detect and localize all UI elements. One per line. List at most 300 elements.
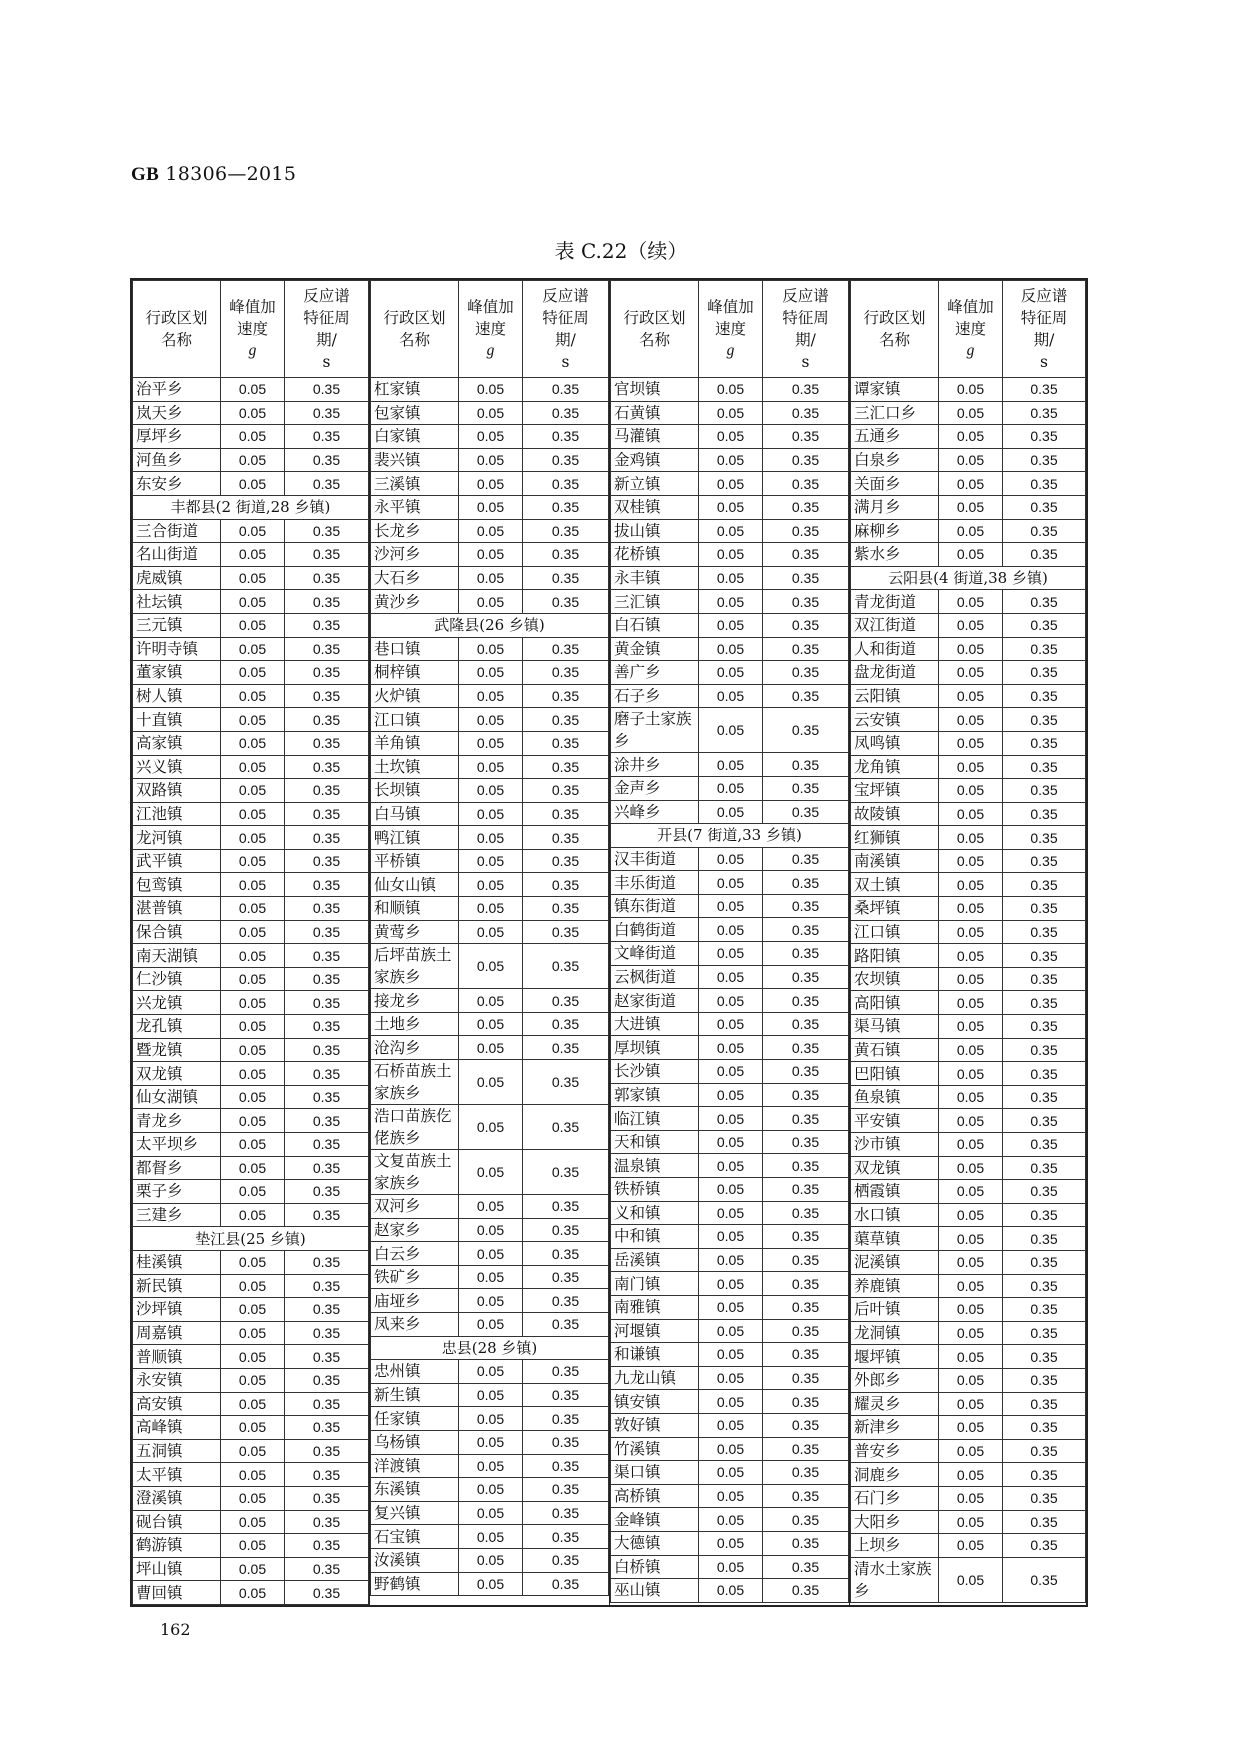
division-name: 野鹤镇 bbox=[371, 1572, 459, 1596]
pga-value: 0.05 bbox=[221, 897, 285, 921]
division-name: 白云乡 bbox=[371, 1242, 459, 1266]
period-value: 0.35 bbox=[523, 1501, 609, 1525]
period-value: 0.35 bbox=[285, 1156, 369, 1180]
period-value: 0.35 bbox=[763, 942, 849, 966]
table-row bbox=[133, 1298, 369, 1322]
pga-value: 0.05 bbox=[939, 590, 1003, 614]
pga-value: 0.05 bbox=[699, 472, 763, 496]
table-row bbox=[851, 472, 1086, 496]
table-row bbox=[851, 944, 1086, 968]
table-block-1 bbox=[130, 280, 370, 1605]
table-row bbox=[611, 753, 849, 777]
division-name: 周嘉镇 bbox=[133, 1321, 221, 1345]
period-value: 0.35 bbox=[1003, 613, 1086, 637]
pga-value: 0.05 bbox=[699, 543, 763, 567]
division-name: 湛普镇 bbox=[133, 897, 221, 921]
period-value: 0.35 bbox=[523, 1105, 609, 1150]
table-row bbox=[611, 1484, 849, 1508]
division-name: 保合镇 bbox=[133, 920, 221, 944]
header-name: 行政区划名称 bbox=[851, 281, 939, 378]
pga-value: 0.05 bbox=[939, 1038, 1003, 1062]
pga-value: 0.05 bbox=[221, 1156, 285, 1180]
period-value: 0.35 bbox=[523, 944, 609, 989]
pga-value: 0.05 bbox=[459, 1572, 523, 1596]
table-row bbox=[133, 849, 369, 873]
period-value: 0.35 bbox=[285, 1180, 369, 1204]
division-name: 满月乡 bbox=[851, 495, 939, 519]
pga-value: 0.05 bbox=[699, 753, 763, 777]
division-name: 后坪苗族土家族乡 bbox=[371, 944, 459, 989]
division-name: 高桥镇 bbox=[611, 1484, 699, 1508]
division-name: 丰乐街道 bbox=[611, 871, 699, 895]
period-value: 0.35 bbox=[523, 378, 609, 402]
table-row bbox=[371, 472, 609, 496]
pga-value: 0.05 bbox=[221, 849, 285, 873]
pga-value: 0.05 bbox=[939, 1180, 1003, 1204]
division-name: 农坝镇 bbox=[851, 967, 939, 991]
period-value: 0.35 bbox=[285, 1416, 369, 1440]
table-row bbox=[851, 1203, 1086, 1227]
division-name: 洞鹿乡 bbox=[851, 1463, 939, 1487]
pga-value: 0.05 bbox=[459, 543, 523, 567]
county-group-label: 忠县(28 乡镇) bbox=[371, 1336, 609, 1360]
pga-value: 0.05 bbox=[699, 1130, 763, 1154]
division-name: 岳溪镇 bbox=[611, 1248, 699, 1272]
table-row bbox=[371, 944, 609, 989]
pga-value: 0.05 bbox=[939, 1062, 1003, 1086]
period-value: 0.35 bbox=[285, 802, 369, 826]
table-row bbox=[133, 425, 369, 449]
division-name: 杠家镇 bbox=[371, 378, 459, 402]
division-name: 双河乡 bbox=[371, 1195, 459, 1219]
pga-value: 0.05 bbox=[221, 425, 285, 449]
division-name: 上坝乡 bbox=[851, 1534, 939, 1558]
division-name: 沙坪镇 bbox=[133, 1298, 221, 1322]
period-value: 0.35 bbox=[523, 1218, 609, 1242]
pga-value: 0.05 bbox=[939, 967, 1003, 991]
period-value: 0.35 bbox=[523, 802, 609, 826]
division-name: 三合街道 bbox=[133, 519, 221, 543]
table-row bbox=[611, 942, 849, 966]
pga-value: 0.05 bbox=[939, 873, 1003, 897]
period-value: 0.35 bbox=[285, 1439, 369, 1463]
period-value: 0.35 bbox=[523, 1265, 609, 1289]
period-value: 0.35 bbox=[1003, 1250, 1086, 1274]
pga-value: 0.05 bbox=[699, 1272, 763, 1296]
table-row bbox=[851, 613, 1086, 637]
header-period: 反应谱特征周期/ s bbox=[1003, 281, 1086, 378]
period-value: 0.35 bbox=[763, 1083, 849, 1107]
table-row bbox=[611, 378, 849, 402]
period-value: 0.35 bbox=[1003, 897, 1086, 921]
period-value: 0.35 bbox=[763, 1060, 849, 1084]
division-name: 暨龙镇 bbox=[133, 1038, 221, 1062]
division-name: 曹回镇 bbox=[133, 1581, 221, 1605]
table-row bbox=[133, 1416, 369, 1440]
division-name: 岚天乡 bbox=[133, 401, 221, 425]
division-name: 黄石镇 bbox=[851, 1038, 939, 1062]
division-name: 五通乡 bbox=[851, 425, 939, 449]
pga-value: 0.05 bbox=[221, 613, 285, 637]
table-row bbox=[371, 1036, 609, 1060]
period-value: 0.35 bbox=[763, 1343, 849, 1367]
table-row bbox=[851, 1274, 1086, 1298]
division-name: 黄金镇 bbox=[611, 637, 699, 661]
period-value: 0.35 bbox=[1003, 1062, 1086, 1086]
division-name: 厚坪乡 bbox=[133, 425, 221, 449]
period-value: 0.35 bbox=[523, 684, 609, 708]
table-row bbox=[133, 543, 369, 567]
header-name: 行政区划名称 bbox=[133, 281, 221, 378]
table-row bbox=[851, 1368, 1086, 1392]
period-value: 0.35 bbox=[285, 1581, 369, 1605]
table-row bbox=[851, 1250, 1086, 1274]
table-row bbox=[371, 802, 609, 826]
division-name: 郭家镇 bbox=[611, 1083, 699, 1107]
pga-value: 0.05 bbox=[459, 873, 523, 897]
division-name: 青龙街道 bbox=[851, 590, 939, 614]
table-row bbox=[851, 590, 1086, 614]
table-row bbox=[133, 401, 369, 425]
period-value: 0.35 bbox=[285, 661, 369, 685]
pga-value: 0.05 bbox=[939, 779, 1003, 803]
table-row bbox=[611, 1083, 849, 1107]
period-value: 0.35 bbox=[523, 590, 609, 614]
table-row bbox=[371, 566, 609, 590]
pga-value: 0.05 bbox=[459, 826, 523, 850]
header-pga: 峰值加速度 g bbox=[221, 281, 285, 378]
period-value: 0.35 bbox=[1003, 1321, 1086, 1345]
period-value: 0.35 bbox=[285, 708, 369, 732]
division-name: 栖霞镇 bbox=[851, 1180, 939, 1204]
period-value: 0.35 bbox=[1003, 1156, 1086, 1180]
division-name: 洋渡镇 bbox=[371, 1454, 459, 1478]
pga-value: 0.05 bbox=[221, 1345, 285, 1369]
division-name: 关面乡 bbox=[851, 472, 939, 496]
pga-value: 0.05 bbox=[459, 495, 523, 519]
division-name: 乌杨镇 bbox=[371, 1430, 459, 1454]
division-name: 高阳镇 bbox=[851, 991, 939, 1015]
pga-value: 0.05 bbox=[221, 661, 285, 685]
data-table bbox=[130, 278, 1088, 1607]
period-value: 0.35 bbox=[1003, 1274, 1086, 1298]
division-name: 镇安镇 bbox=[611, 1390, 699, 1414]
table-row bbox=[133, 1581, 369, 1605]
division-name: 十直镇 bbox=[133, 708, 221, 732]
division-name: 人和街道 bbox=[851, 637, 939, 661]
pga-value: 0.05 bbox=[459, 1360, 523, 1384]
division-name: 羊角镇 bbox=[371, 731, 459, 755]
table-row bbox=[851, 543, 1086, 567]
table-row bbox=[851, 1062, 1086, 1086]
division-name: 厚坝镇 bbox=[611, 1036, 699, 1060]
period-value: 0.35 bbox=[763, 637, 849, 661]
pga-value: 0.05 bbox=[221, 1439, 285, 1463]
period-value: 0.35 bbox=[285, 944, 369, 968]
division-name: 忠州镇 bbox=[371, 1360, 459, 1384]
pga-value: 0.05 bbox=[459, 1012, 523, 1036]
period-value: 0.35 bbox=[285, 1298, 369, 1322]
pga-value: 0.05 bbox=[699, 1201, 763, 1225]
period-value: 0.35 bbox=[1003, 967, 1086, 991]
period-value: 0.35 bbox=[763, 401, 849, 425]
period-value: 0.35 bbox=[523, 731, 609, 755]
pga-value: 0.05 bbox=[459, 1036, 523, 1060]
pga-value: 0.05 bbox=[699, 637, 763, 661]
pga-value: 0.05 bbox=[939, 684, 1003, 708]
period-value: 0.35 bbox=[285, 472, 369, 496]
table-row bbox=[371, 1218, 609, 1242]
pga-value: 0.05 bbox=[939, 1085, 1003, 1109]
division-name: 大德镇 bbox=[611, 1531, 699, 1555]
division-name: 平桥镇 bbox=[371, 849, 459, 873]
period-value: 0.35 bbox=[285, 967, 369, 991]
division-name: 鱼泉镇 bbox=[851, 1085, 939, 1109]
group-row bbox=[851, 566, 1086, 590]
pga-value: 0.05 bbox=[939, 425, 1003, 449]
pga-value: 0.05 bbox=[221, 944, 285, 968]
standard-code: GB 18306—2015 bbox=[131, 163, 297, 185]
table-row bbox=[851, 1298, 1086, 1322]
period-value: 0.35 bbox=[1003, 519, 1086, 543]
division-name: 东安乡 bbox=[133, 472, 221, 496]
table-row bbox=[611, 1248, 849, 1272]
period-value: 0.35 bbox=[1003, 1368, 1086, 1392]
table-row bbox=[611, 1154, 849, 1178]
table-row bbox=[851, 1463, 1086, 1487]
division-name: 河鱼乡 bbox=[133, 448, 221, 472]
division-name: 包鸾镇 bbox=[133, 873, 221, 897]
table-row bbox=[133, 1510, 369, 1534]
period-value: 0.35 bbox=[763, 425, 849, 449]
table-row bbox=[371, 425, 609, 449]
table-row bbox=[371, 826, 609, 850]
division-name: 文复苗族土家族乡 bbox=[371, 1150, 459, 1195]
pga-value: 0.05 bbox=[699, 1036, 763, 1060]
division-name: 金鸡镇 bbox=[611, 448, 699, 472]
period-value: 0.35 bbox=[523, 1313, 609, 1337]
division-name: 清水土家族乡 bbox=[851, 1557, 939, 1602]
table-row bbox=[851, 378, 1086, 402]
period-value: 0.35 bbox=[523, 989, 609, 1013]
table-row bbox=[851, 495, 1086, 519]
table-row bbox=[371, 1265, 609, 1289]
pga-value: 0.05 bbox=[459, 425, 523, 449]
period-value: 0.35 bbox=[1003, 1038, 1086, 1062]
pga-value: 0.05 bbox=[939, 1368, 1003, 1392]
period-value: 0.35 bbox=[523, 472, 609, 496]
table-row bbox=[371, 1242, 609, 1266]
division-name: 石子乡 bbox=[611, 684, 699, 708]
period-value: 0.35 bbox=[763, 1036, 849, 1060]
division-name: 新津乡 bbox=[851, 1416, 939, 1440]
pga-value: 0.05 bbox=[939, 1416, 1003, 1440]
table-row bbox=[371, 1478, 609, 1502]
period-value: 0.35 bbox=[285, 401, 369, 425]
division-name: 南溪镇 bbox=[851, 849, 939, 873]
period-value: 0.35 bbox=[285, 1062, 369, 1086]
division-name: 云枫街道 bbox=[611, 965, 699, 989]
pga-value: 0.05 bbox=[221, 1203, 285, 1227]
table-row bbox=[371, 1407, 609, 1431]
group-row bbox=[371, 1336, 609, 1360]
table-row bbox=[371, 708, 609, 732]
table-row bbox=[371, 1313, 609, 1337]
pga-value: 0.05 bbox=[459, 1407, 523, 1431]
division-name: 江口镇 bbox=[371, 708, 459, 732]
pga-value: 0.05 bbox=[699, 495, 763, 519]
period-value: 0.35 bbox=[763, 590, 849, 614]
division-name: 社坛镇 bbox=[133, 590, 221, 614]
period-value: 0.35 bbox=[1003, 472, 1086, 496]
pga-value: 0.05 bbox=[221, 1321, 285, 1345]
pga-value: 0.05 bbox=[699, 1154, 763, 1178]
pga-value: 0.05 bbox=[699, 401, 763, 425]
division-name: 天和镇 bbox=[611, 1130, 699, 1154]
period-value: 0.35 bbox=[285, 613, 369, 637]
table-row bbox=[371, 1360, 609, 1384]
table-row bbox=[611, 684, 849, 708]
pga-value: 0.05 bbox=[699, 918, 763, 942]
period-value: 0.35 bbox=[285, 1557, 369, 1581]
header-name: 行政区划名称 bbox=[371, 281, 459, 378]
pga-value: 0.05 bbox=[699, 1178, 763, 1202]
division-name: 裴兴镇 bbox=[371, 448, 459, 472]
period-value: 0.35 bbox=[523, 495, 609, 519]
period-value: 0.35 bbox=[1003, 684, 1086, 708]
period-value: 0.35 bbox=[763, 989, 849, 1013]
period-value: 0.35 bbox=[523, 637, 609, 661]
pga-value: 0.05 bbox=[939, 920, 1003, 944]
period-value: 0.35 bbox=[1003, 779, 1086, 803]
period-value: 0.35 bbox=[763, 1248, 849, 1272]
header-row bbox=[851, 281, 1086, 378]
pga-value: 0.05 bbox=[699, 1083, 763, 1107]
division-name: 白石镇 bbox=[611, 613, 699, 637]
pga-value: 0.05 bbox=[221, 1250, 285, 1274]
period-value: 0.35 bbox=[1003, 731, 1086, 755]
division-name: 九龙山镇 bbox=[611, 1366, 699, 1390]
table-row bbox=[133, 731, 369, 755]
pga-value: 0.05 bbox=[459, 755, 523, 779]
period-value: 0.35 bbox=[763, 1154, 849, 1178]
period-value: 0.35 bbox=[763, 1225, 849, 1249]
pga-value: 0.05 bbox=[699, 1060, 763, 1084]
table-row bbox=[611, 425, 849, 449]
table-row bbox=[371, 1548, 609, 1572]
group-row bbox=[133, 1227, 369, 1251]
table-row bbox=[133, 378, 369, 402]
division-name: 大阳乡 bbox=[851, 1510, 939, 1534]
pga-value: 0.05 bbox=[939, 1015, 1003, 1039]
division-name: 善广乡 bbox=[611, 661, 699, 685]
division-name: 文峰街道 bbox=[611, 942, 699, 966]
division-name: 庙垭乡 bbox=[371, 1289, 459, 1313]
period-value: 0.35 bbox=[523, 1360, 609, 1384]
table-row bbox=[611, 1343, 849, 1367]
table-row bbox=[611, 989, 849, 1013]
pga-value: 0.05 bbox=[221, 991, 285, 1015]
table-row bbox=[133, 1203, 369, 1227]
pga-value: 0.05 bbox=[939, 401, 1003, 425]
table-row bbox=[851, 779, 1086, 803]
table-row bbox=[371, 873, 609, 897]
pga-value: 0.05 bbox=[459, 1218, 523, 1242]
pga-value: 0.05 bbox=[459, 1195, 523, 1219]
table-row bbox=[851, 637, 1086, 661]
table-row bbox=[133, 1534, 369, 1558]
division-name: 宝坪镇 bbox=[851, 779, 939, 803]
pga-value: 0.05 bbox=[939, 897, 1003, 921]
pga-value: 0.05 bbox=[459, 566, 523, 590]
division-name: 外郎乡 bbox=[851, 1368, 939, 1392]
table-row bbox=[611, 1390, 849, 1414]
period-value: 0.35 bbox=[523, 1478, 609, 1502]
period-value: 0.35 bbox=[285, 1203, 369, 1227]
pga-value: 0.05 bbox=[699, 448, 763, 472]
period-value: 0.35 bbox=[523, 425, 609, 449]
table-row bbox=[611, 918, 849, 942]
pga-value: 0.05 bbox=[221, 1180, 285, 1204]
period-value: 0.35 bbox=[285, 873, 369, 897]
period-value: 0.35 bbox=[523, 897, 609, 921]
division-name: 土地乡 bbox=[371, 1012, 459, 1036]
division-name: 双龙镇 bbox=[133, 1062, 221, 1086]
pga-value: 0.05 bbox=[221, 684, 285, 708]
division-name: 黄沙乡 bbox=[371, 590, 459, 614]
pga-value: 0.05 bbox=[939, 1156, 1003, 1180]
table-row bbox=[133, 1038, 369, 1062]
division-name: 双江街道 bbox=[851, 613, 939, 637]
pga-value: 0.05 bbox=[939, 1392, 1003, 1416]
division-name: 包家镇 bbox=[371, 401, 459, 425]
division-name: 磨子土家族乡 bbox=[611, 708, 699, 753]
pga-value: 0.05 bbox=[459, 1478, 523, 1502]
header-row bbox=[611, 281, 849, 378]
table-row bbox=[133, 991, 369, 1015]
table-row bbox=[611, 1531, 849, 1555]
table-row bbox=[611, 894, 849, 918]
period-value: 0.35 bbox=[763, 800, 849, 824]
division-name: 临江镇 bbox=[611, 1107, 699, 1131]
period-value: 0.35 bbox=[1003, 1298, 1086, 1322]
table-row bbox=[851, 1416, 1086, 1440]
division-name: 汉丰街道 bbox=[611, 847, 699, 871]
pga-value: 0.05 bbox=[939, 849, 1003, 873]
table-row bbox=[851, 401, 1086, 425]
table-row bbox=[371, 920, 609, 944]
division-name: 树人镇 bbox=[133, 684, 221, 708]
pga-value: 0.05 bbox=[221, 590, 285, 614]
division-name: 凤来乡 bbox=[371, 1313, 459, 1337]
table-row bbox=[611, 401, 849, 425]
county-group-label: 开县(7 街道,33 乡镇) bbox=[611, 824, 849, 848]
pga-value: 0.05 bbox=[939, 661, 1003, 685]
table-row bbox=[371, 1150, 609, 1195]
table-row bbox=[133, 967, 369, 991]
table-row bbox=[851, 1321, 1086, 1345]
period-value: 0.35 bbox=[285, 1133, 369, 1157]
period-value: 0.35 bbox=[1003, 1463, 1086, 1487]
division-name: 南天湖镇 bbox=[133, 944, 221, 968]
period-value: 0.35 bbox=[1003, 708, 1086, 732]
pga-value: 0.05 bbox=[459, 448, 523, 472]
pga-value: 0.05 bbox=[699, 800, 763, 824]
period-value: 0.35 bbox=[523, 1407, 609, 1431]
division-name: 三元镇 bbox=[133, 613, 221, 637]
pga-value: 0.05 bbox=[459, 1501, 523, 1525]
period-value: 0.35 bbox=[523, 1572, 609, 1596]
